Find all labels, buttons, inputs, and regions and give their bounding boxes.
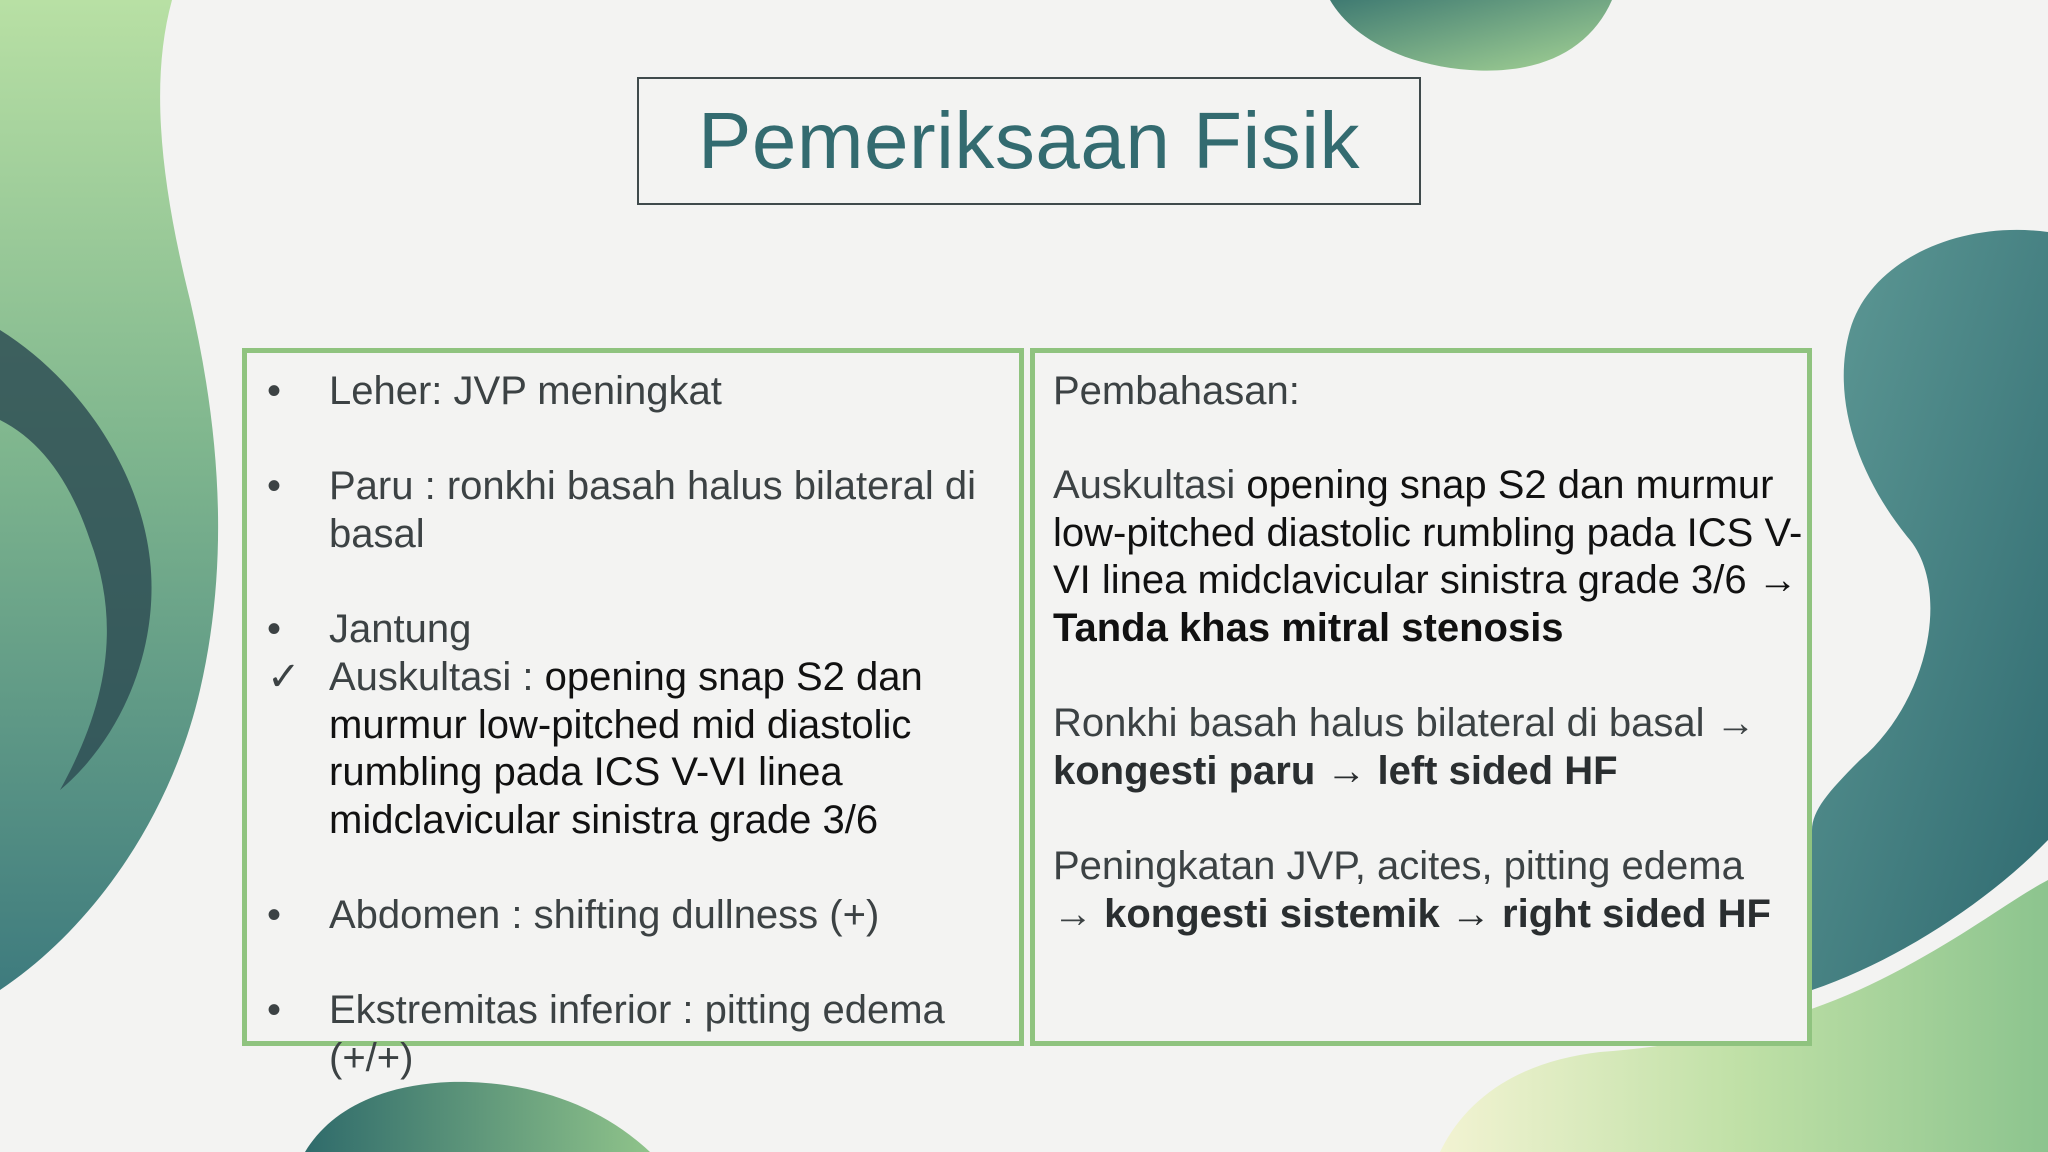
bullet: •: [267, 893, 282, 937]
paru-text: Paru : ronkhi basah halus bilateral di basal: [329, 464, 977, 556]
p1-text: opening snap S2 dan murmur low-pitched diastolic rumbling pada ICS V-VI linea midclavicular sinistra grade 3/6: [1053, 463, 1803, 602]
p2-text: Ronkhi basah halus bilateral di basal: [1053, 701, 1716, 745]
bullet: •: [267, 369, 282, 413]
p3-bold-1: kongesti sistemik: [1093, 891, 1451, 936]
discussion-heading: Pembahasan:: [1053, 369, 1300, 413]
arrow-right-icon: →: [1326, 748, 1367, 793]
right-blob: [1812, 230, 2048, 990]
discussion-paragraph-2: [1053, 700, 1803, 795]
auskultasi-detail: opening snap S2 dan murmur low-pitched mid diastolic rumbling pada ICS V-VI linea midclavicular sinistra grade 3/6: [329, 655, 923, 842]
p2-bold-1: kongesti paru: [1053, 748, 1327, 793]
bullet: •: [267, 607, 282, 651]
bottom-center-blob: [305, 1082, 650, 1152]
arrow-right-icon: →: [1715, 701, 1756, 745]
physical-exam-panel: [242, 348, 1024, 1080]
p1-label: Auskultasi: [1053, 463, 1247, 507]
p2-bold-2: left sided HF: [1366, 748, 1618, 793]
auskultasi-label: Auskultasi :: [329, 655, 545, 699]
discussion-paragraph-3: [1053, 843, 1803, 938]
check-icon: ✓: [267, 655, 301, 699]
arrow-right-icon: →: [1450, 891, 1491, 936]
jantung-text: Jantung: [329, 607, 472, 651]
page-title: Pemeriksaan Fisik: [697, 96, 1360, 185]
arrow-right-icon: →: [1053, 891, 1093, 936]
discussion-panel: [1030, 348, 1812, 1046]
top-blob: [1330, 0, 1612, 71]
auskultasi-text: [329, 654, 979, 844]
arrow-right-icon: →: [1757, 558, 1798, 602]
bullet: •: [267, 988, 282, 1032]
bullet: •: [267, 464, 282, 508]
p1-conclusion: Tanda khas mitral stenosis: [1053, 605, 1564, 650]
p3-text: Peningkatan JVP, acites, pitting edema: [1053, 844, 1744, 888]
p3-bold-2: right sided HF: [1490, 891, 1771, 936]
title-box: [637, 77, 1421, 205]
ekstremitas-text: Ekstremitas inferior : pitting edema (+/+): [329, 988, 945, 1080]
abdomen-text: Abdomen : shifting dullness (+): [329, 893, 880, 937]
leher-text: Leher: JVP meningkat: [329, 369, 722, 413]
discussion-paragraph-1: [1053, 462, 1803, 652]
